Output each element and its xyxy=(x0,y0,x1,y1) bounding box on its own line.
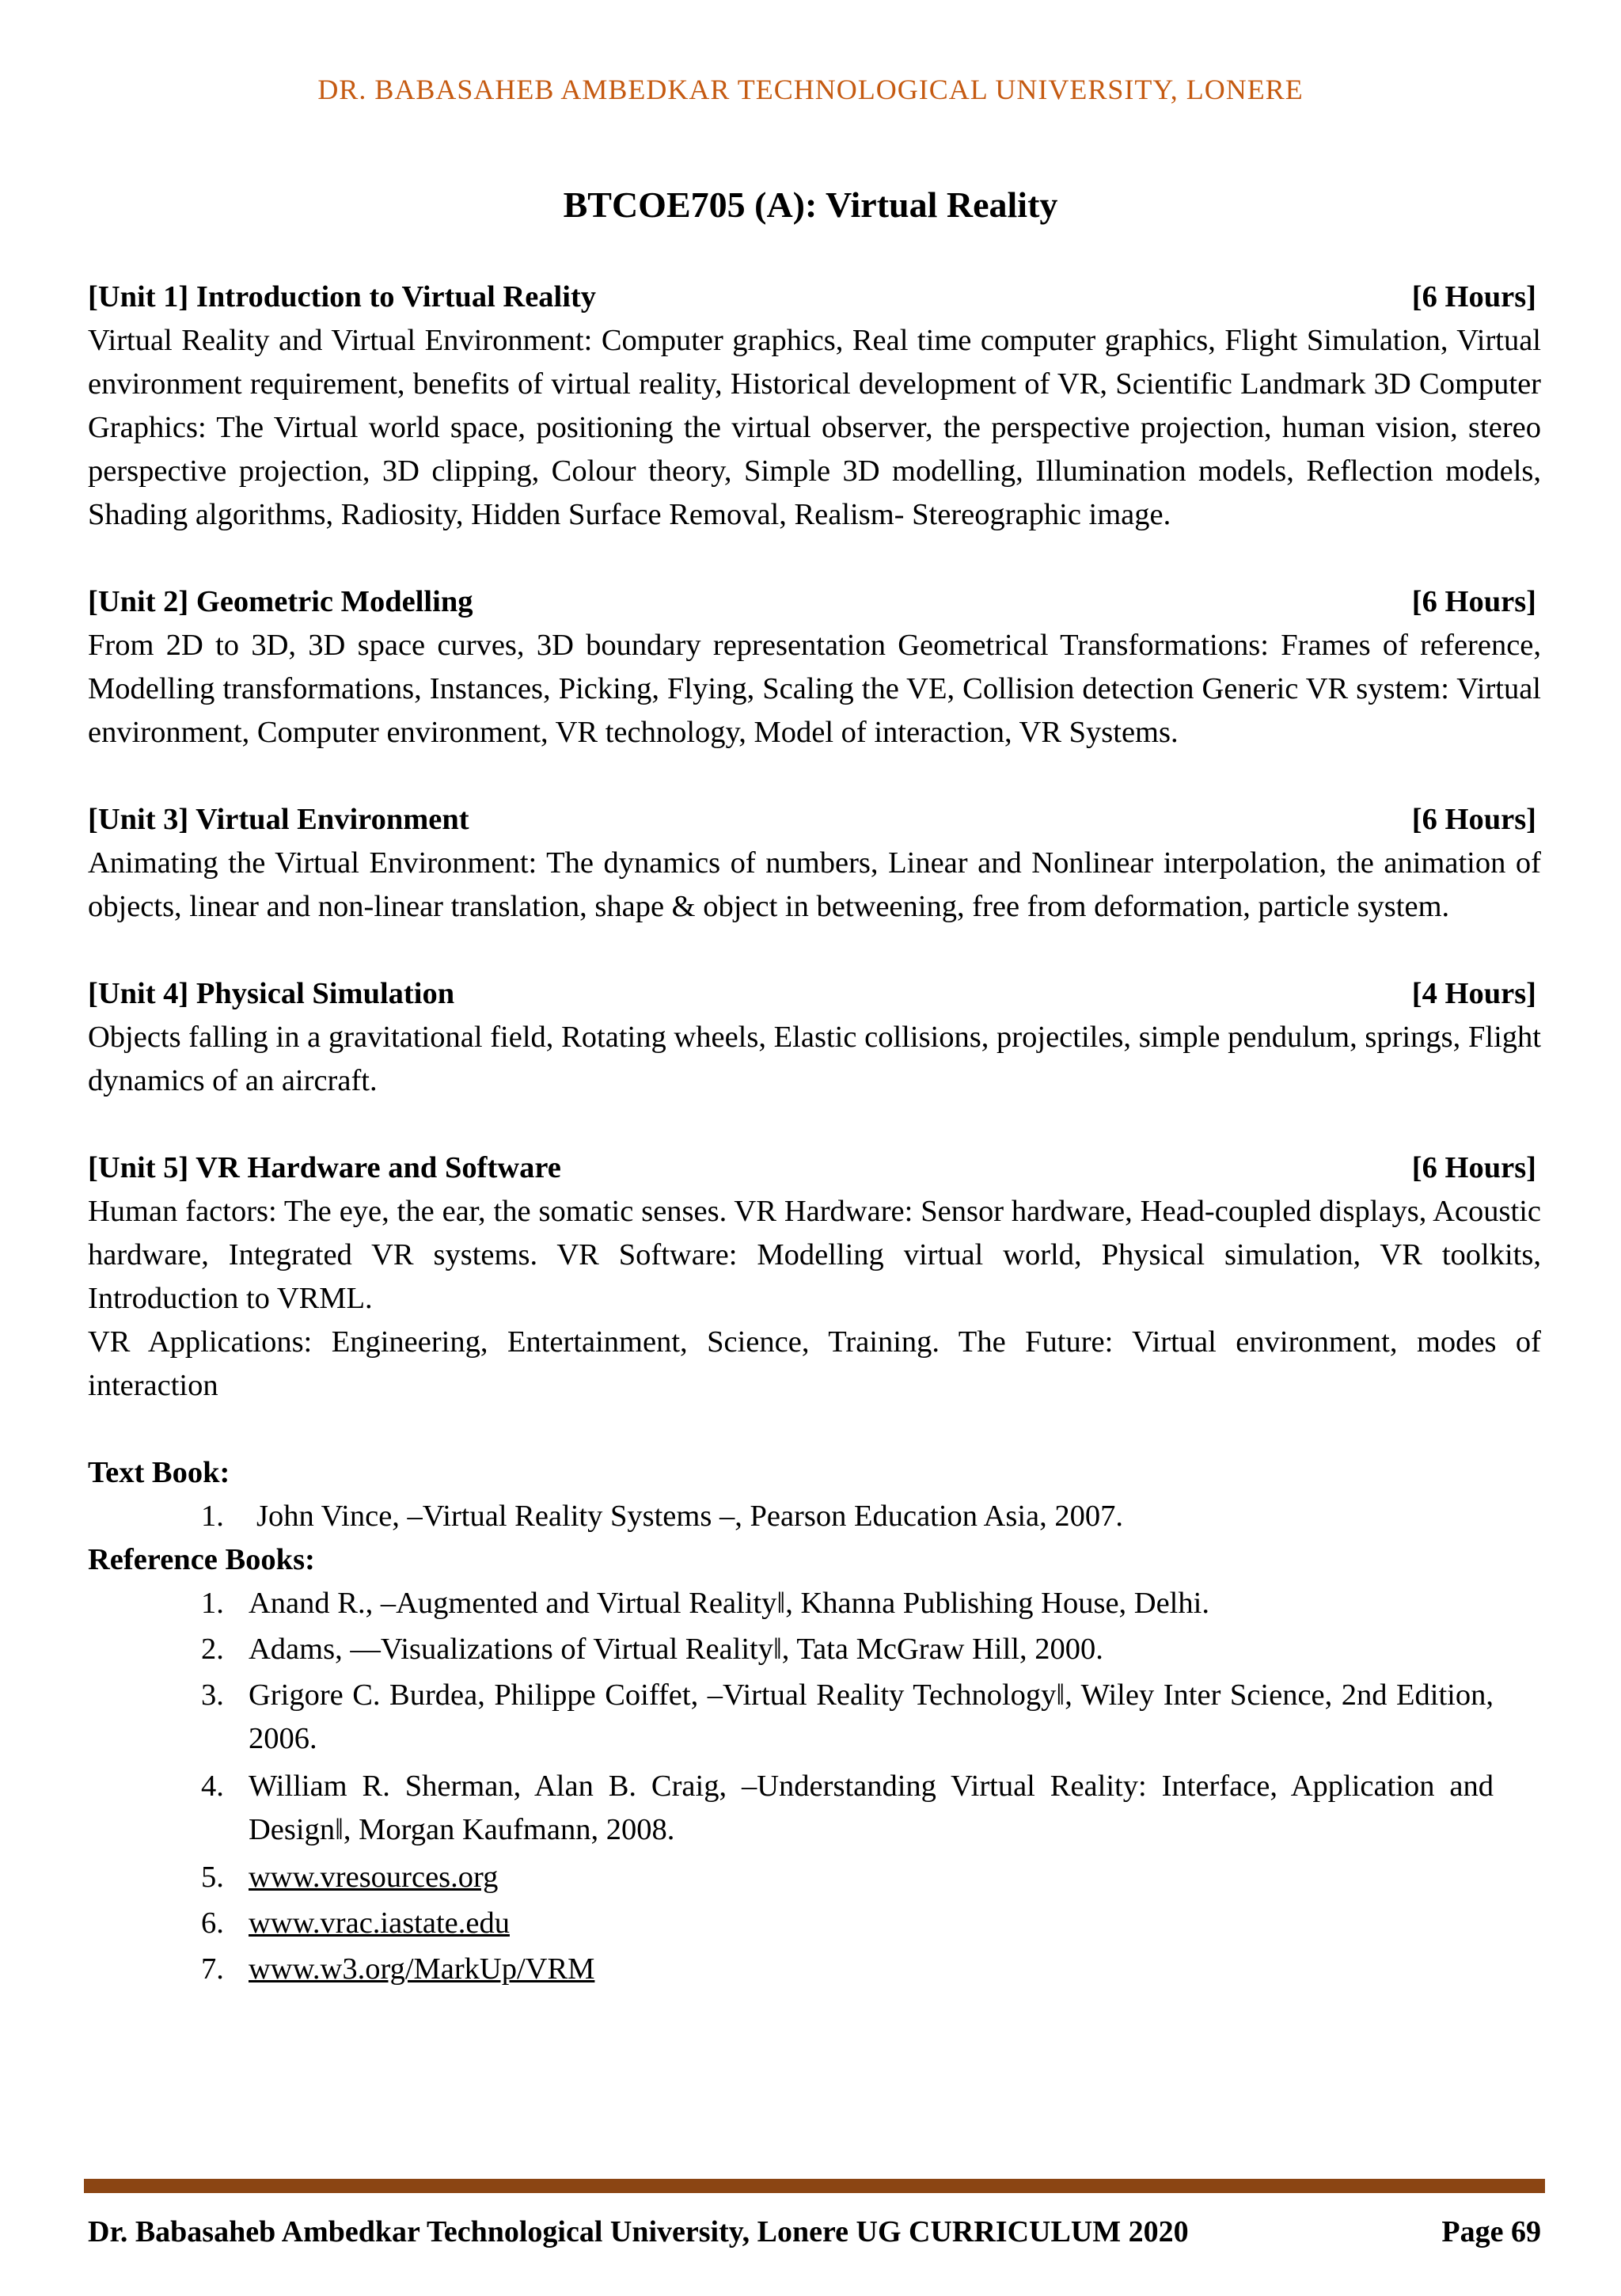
unit-hours: [6 Hours] xyxy=(1411,585,1536,618)
unit-heading xyxy=(88,972,1541,1016)
unit-5 xyxy=(88,1146,1541,1408)
list-item xyxy=(88,1902,1541,1945)
list-item xyxy=(88,1628,1541,1671)
unit-title: [Unit 1] Introduction to Virtual Reality xyxy=(88,280,597,314)
reference-link-vrac[interactable]: www.vrac.iastate.edu xyxy=(249,1906,510,1940)
book-citation: Anand R., –Augmented and Virtual Reality‖, Khanna Publishing House, Delhi. xyxy=(249,1587,1209,1620)
unit-paragraph: Animating the Virtual Environment: The dynamics of numbers, Linear and Nonlinear interpolation, the animation of objects, linear and non-linear translation, shape & object in betweening, free from deformation, particle system. xyxy=(88,846,1541,923)
page-number: Page 69 xyxy=(1441,2215,1541,2248)
running-header: DR. BABASAHEB AMBEDKAR TECHNOLOGICAL UNIVERSITY, LONERE xyxy=(317,74,1304,105)
list-number: 6. xyxy=(201,1906,224,1940)
unit-paragraph: Virtual Reality and Virtual Environment: Computer graphics, Real time computer graphics, Flight Simulation, Virtual environment requirement, benefits of virtual reality, Historical development of VR, Scientific Landmark 3D Computer Graphics: The Virtual world space, positioning the virtual observer, the perspective projection, human vision, stereo perspective projection, 3D clipping, Colour theory, Simple 3D modelling, Illumination models, Reflection models, Shading algorithms, Radiosity, Hidden Surface Removal, Realism- Stereographic image. xyxy=(88,324,1541,531)
reference-link-vresources[interactable]: www.vresources.org xyxy=(249,1861,499,1894)
unit-heading xyxy=(88,798,1541,842)
reference-books-heading: Reference Books: xyxy=(88,1543,315,1576)
unit-paragraph: From 2D to 3D, 3D space curves, 3D boundary representation Geometrical Transformations: Frames of reference, Modelling transformations, Instances, Picking, Flying, Scaling the VE, Collision detection Generic VR system: Virtual environment, Computer environment, VR technology, Model of interaction, VR Systems. xyxy=(88,629,1541,749)
book-citation: William R. Sherman, Alan B. Craig, –Understanding Virtual Reality: Interface, Application and Design‖, Morgan Kaufmann, 2008. xyxy=(249,1770,1494,1846)
footer-divider xyxy=(84,2179,1545,2192)
list-item xyxy=(88,1674,1541,1761)
unit-heading xyxy=(88,580,1541,624)
unit-description xyxy=(88,319,1541,537)
unit-paragraph: Human factors: The eye, the ear, the somatic senses. VR Hardware: Sensor hardware, Head-coupled displays, Acoustic hardware, Integrated VR systems. VR Software: Modelling virtual world, Physical simulation, VR toolkits, Introduction to VRML. xyxy=(88,1195,1541,1315)
list-number: 5. xyxy=(201,1861,224,1894)
page-footer xyxy=(88,2214,1541,2249)
reference-link-w3[interactable]: www.w3.org/MarkUp/VRM xyxy=(249,1952,595,1986)
list-number: 3. xyxy=(201,1678,224,1712)
syllabus-content xyxy=(88,276,1541,1994)
unit-heading xyxy=(88,276,1541,319)
unit-title: [Unit 3] Virtual Environment xyxy=(88,803,469,836)
unit-paragraph: Objects falling in a gravitational field, Rotating wheels, Elastic collisions, projectiles, simple pendulum, springs, Flight dynamics of an aircraft. xyxy=(88,1021,1541,1097)
list-number: 2. xyxy=(201,1633,224,1666)
unit-hours: [6 Hours] xyxy=(1411,280,1536,314)
book-citation: Adams, ―Visualizations of Virtual Reality‖, Tata McGraw Hill, 2000. xyxy=(249,1633,1103,1666)
list-number: 7. xyxy=(201,1952,224,1986)
text-book-heading: Text Book: xyxy=(88,1456,230,1489)
unit-paragraph: VR Applications: Engineering, Entertainment, Science, Training. The Future: Virtual environment, modes of interaction xyxy=(88,1325,1541,1402)
unit-3 xyxy=(88,798,1541,929)
list-number: 4. xyxy=(201,1770,224,1803)
list-number: 1. xyxy=(201,1587,224,1620)
list-item xyxy=(88,1948,1541,1991)
unit-description xyxy=(88,842,1541,929)
unit-hours: [6 Hours] xyxy=(1411,803,1536,836)
text-book-list xyxy=(88,1495,1541,1538)
list-item xyxy=(88,1856,1541,1899)
unit-1 xyxy=(88,276,1541,537)
list-item xyxy=(88,1495,1541,1538)
unit-2 xyxy=(88,580,1541,755)
reference-books-section xyxy=(88,1538,1541,1991)
book-citation: John Vince, –Virtual Reality Systems –, Pearson Education Asia, 2007. xyxy=(256,1500,1123,1533)
unit-description xyxy=(88,624,1541,755)
course-title: BTCOE705 (A): Virtual Reality xyxy=(563,184,1058,225)
reference-books-list xyxy=(88,1582,1541,1991)
list-number: 1. xyxy=(201,1500,224,1533)
footer-title: Dr. Babasaheb Ambedkar Technological University, Lonere UG CURRICULUM 2020 xyxy=(88,2215,1189,2248)
unit-hours: [6 Hours] xyxy=(1411,1151,1536,1184)
unit-title: [Unit 4] Physical Simulation xyxy=(88,977,455,1010)
unit-hours: [4 Hours] xyxy=(1411,977,1536,1010)
unit-heading xyxy=(88,1146,1541,1190)
unit-description xyxy=(88,1190,1541,1408)
unit-title: [Unit 5] VR Hardware and Software xyxy=(88,1151,561,1184)
unit-4 xyxy=(88,972,1541,1103)
list-item xyxy=(88,1765,1541,1852)
unit-description xyxy=(88,1016,1541,1103)
list-item xyxy=(88,1582,1541,1625)
book-citation: Grigore C. Burdea, Philippe Coiffet, –Virtual Reality Technology‖, Wiley Inter Science, 2nd Edition, 2006. xyxy=(249,1678,1494,1755)
unit-title: [Unit 2] Geometric Modelling xyxy=(88,585,473,618)
text-book-section xyxy=(88,1451,1541,1538)
